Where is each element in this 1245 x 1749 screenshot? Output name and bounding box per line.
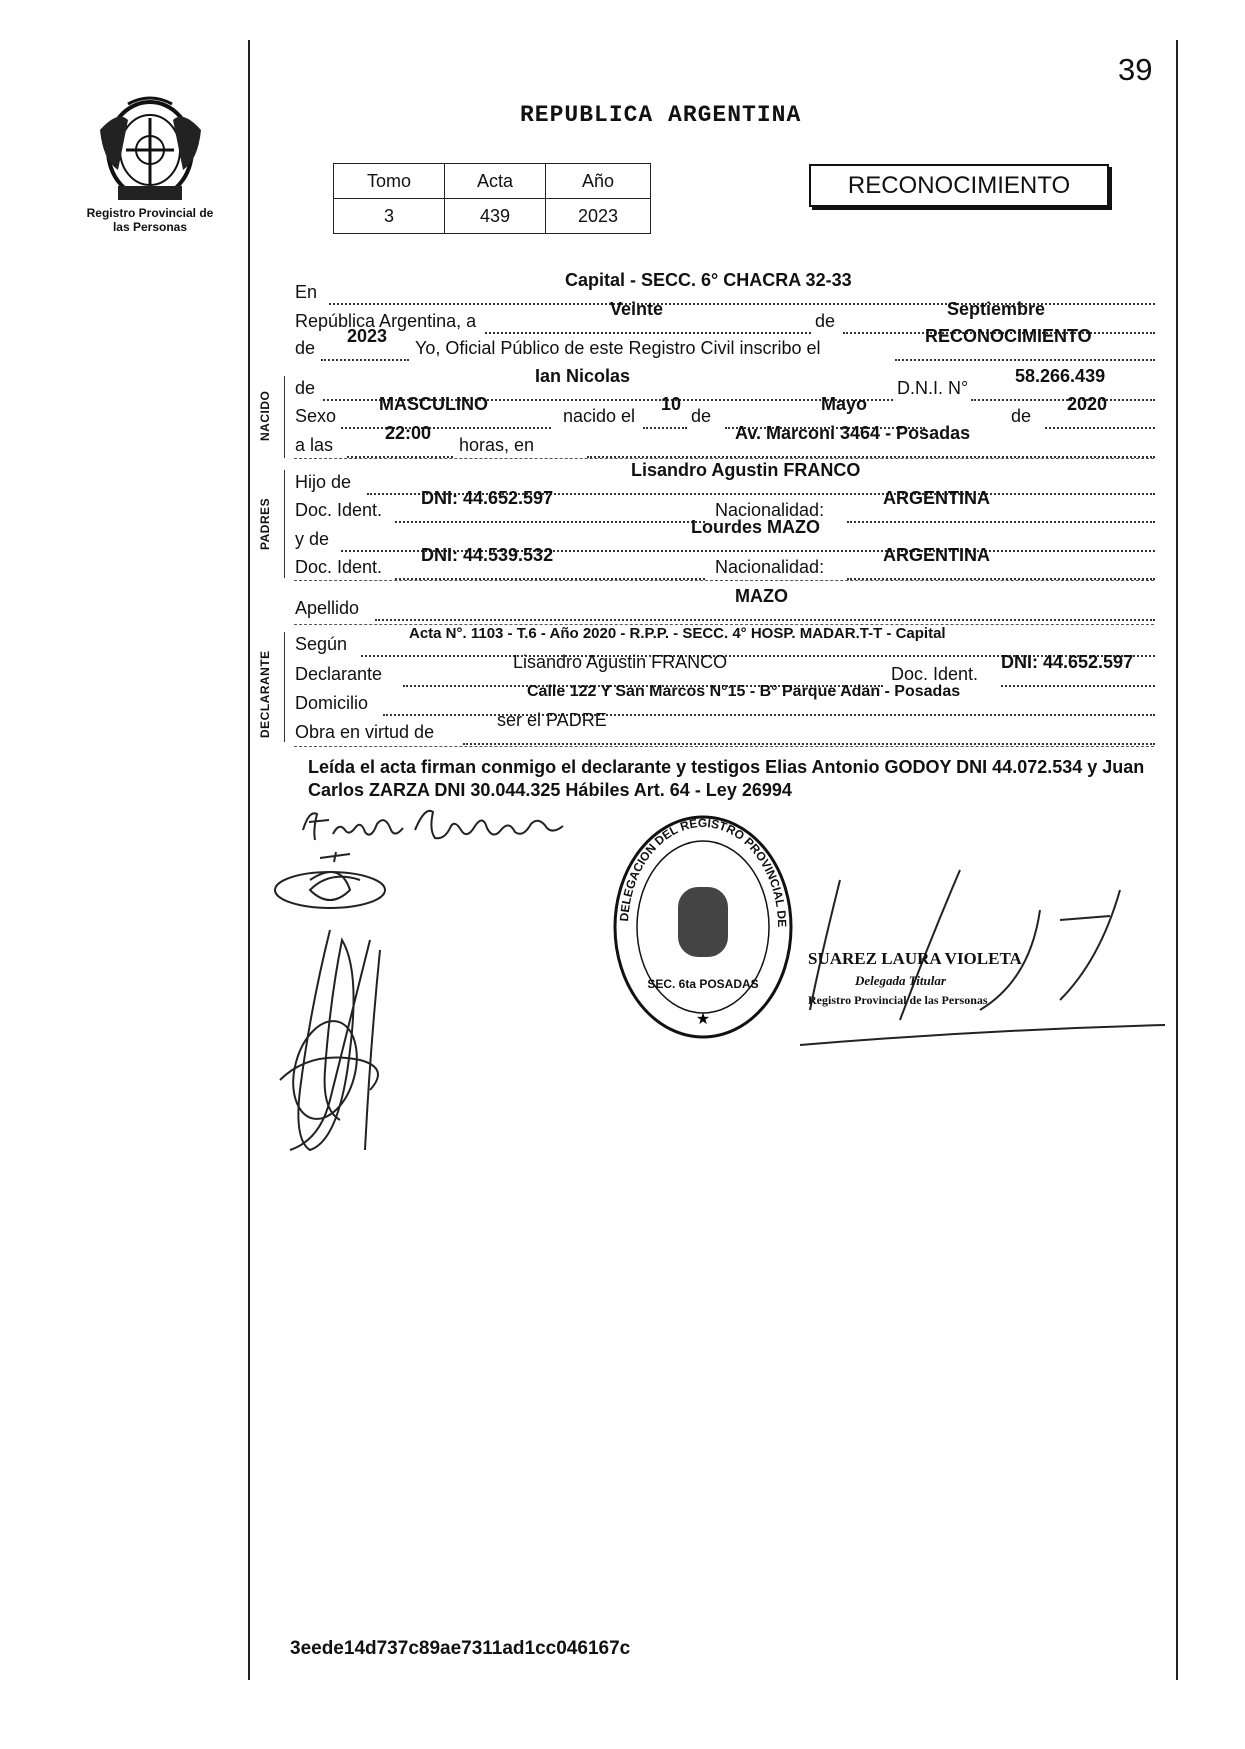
document-title: REPUBLICA ARGENTINA <box>520 102 802 128</box>
value-mes: Septiembre <box>947 299 1046 319</box>
value-padre-nac: ARGENTINA <box>883 488 990 508</box>
seal-inner-text: SEC. 6ta POSADAS <box>647 977 759 991</box>
side-label-nacido: NACIDO <box>258 390 272 441</box>
label-segun: Según <box>295 634 348 654</box>
label-nac-madre: Nacionalidad: <box>715 557 825 577</box>
label-y-de: y de <box>295 529 330 549</box>
row-obra <box>295 710 1155 748</box>
nacido-rule <box>284 376 285 458</box>
registry-value-acta: 439 <box>445 199 546 234</box>
label-de-anio: de <box>295 338 316 358</box>
value-declarante: Lisandro Agustin FRANCO <box>513 652 728 672</box>
document-type-box: RECONOCIMIENTO <box>809 164 1109 207</box>
value-doc-declarante: DNI: 44.652.597 <box>1001 652 1134 672</box>
value-dni: 58.266.439 <box>1015 366 1106 386</box>
row-inscripcion <box>295 326 1155 364</box>
row-apellido <box>295 586 1155 624</box>
value-anio-nac: 2020 <box>1067 394 1108 414</box>
official-name: SUAREZ LAURA VIOLETA <box>808 949 1022 968</box>
value-apellido: MAZO <box>735 586 788 606</box>
section-divider <box>294 458 1154 459</box>
value-obra: ser el PADRE <box>497 710 607 730</box>
left-margin-rule <box>248 40 250 1680</box>
value-dia: Veinte <box>610 299 664 319</box>
closing-paragraph: Leída el acta firman conmigo el declarante y testigos Elias Antonio GODOY DNI 44.072.534 y Juan Carlos ZARZA DNI 30.044.325 Hábiles Art. 64 - Ley 26994 <box>308 757 1145 800</box>
side-label-padres: PADRES <box>258 497 272 550</box>
registry-table <box>333 163 651 234</box>
value-madre-nac: ARGENTINA <box>883 545 990 565</box>
side-label-declarante: DECLARANTE <box>258 650 272 738</box>
section-divider <box>294 746 1154 747</box>
label-domicilio: Domicilio <box>295 693 369 713</box>
value-hora: 22:00 <box>385 423 432 443</box>
official-organization: Registro Provincial de las Personas <box>808 993 988 1007</box>
seal-outer-text: DELEGACION DEL REGISTRO PROVINCIAL DE <box>617 815 790 928</box>
label-de-dia: de <box>691 406 712 426</box>
value-lugar: Av. Marconi 3464 - Posadas <box>735 423 971 443</box>
label-dni: D.N.I. N° <box>897 378 969 398</box>
label-doc-padre: Doc. Ident. <box>295 500 383 520</box>
value-mes-nac: Mayo <box>821 394 868 414</box>
padres-rule <box>284 470 285 578</box>
registry-header-tomo: Tomo <box>334 164 445 199</box>
document-hash: 3eede14d737c89ae7311ad1cc046167c <box>290 1638 631 1659</box>
value-anio: 2023 <box>347 326 388 346</box>
label-doc-declarante: Doc. Ident. <box>891 664 979 684</box>
organization-caption: Registro Provincial de las Personas <box>86 206 214 234</box>
label-declarante: Declarante <box>295 664 383 684</box>
registry-header-anio: Año <box>546 164 651 199</box>
value-dia-nac: 10 <box>661 394 682 414</box>
declarante-rule <box>284 632 285 742</box>
seal-star-icon: ★ <box>695 1011 711 1028</box>
page-number: 39 <box>1118 52 1153 87</box>
witness-signatures <box>270 850 430 1175</box>
value-domicilio: Calle 122 Y San Marcos N°15 - B° Parque Adan - Posadas <box>527 683 961 700</box>
section-divider <box>294 580 1154 581</box>
value-sexo: MASCULINO <box>379 394 488 414</box>
registry-value-tomo: 3 <box>334 199 445 234</box>
label-obra: Obra en virtud de <box>295 722 435 742</box>
label-de-mes: de <box>815 311 836 331</box>
value-madre: Lourdes MAZO <box>691 517 820 537</box>
label-nac-padre: Nacionalidad: <box>715 500 825 520</box>
official-seal <box>608 812 798 1047</box>
registry-header-acta: Acta <box>445 164 546 199</box>
label-inscribo: Yo, Oficial Público de este Registro Civil inscribo el <box>415 338 821 358</box>
official-role: Delegada Titular <box>855 973 946 988</box>
declarant-handwritten-signature <box>295 800 635 855</box>
label-nacido-el: nacido el <box>563 406 636 426</box>
label-hijo-de: Hijo de <box>295 472 352 492</box>
label-doc-madre: Doc. Ident. <box>295 557 383 577</box>
label-sexo: Sexo <box>295 406 337 426</box>
label-de-anio-nac: de <box>1011 406 1032 426</box>
value-en: Capital - SECC. 6° CHACRA 32-33 <box>565 270 852 290</box>
value-madre-doc: DNI: 44.539.532 <box>421 545 554 565</box>
label-en: En <box>295 282 318 302</box>
value-nombre: Ian Nicolas <box>535 366 631 386</box>
label-republica: República Argentina, a <box>295 311 477 331</box>
label-horas-en: horas, en <box>459 435 535 455</box>
value-segun: Acta N°. 1103 - T.6 - Año 2020 - R.P.P. - SECC. 4° HOSP. MADAR.T-T - Capital <box>409 625 946 642</box>
province-seal-logo <box>88 90 213 210</box>
value-padre-doc: DNI: 44.652.597 <box>421 488 554 508</box>
label-apellido: Apellido <box>295 598 360 618</box>
label-de-nombre: de <box>295 378 316 398</box>
label-alas: a las <box>295 435 334 455</box>
value-padre: Lisandro Agustin FRANCO <box>631 460 861 480</box>
row-domicilio <box>295 683 1155 719</box>
value-acto: RECONOCIMIENTO <box>925 326 1092 346</box>
registry-value-anio: 2023 <box>546 199 651 234</box>
